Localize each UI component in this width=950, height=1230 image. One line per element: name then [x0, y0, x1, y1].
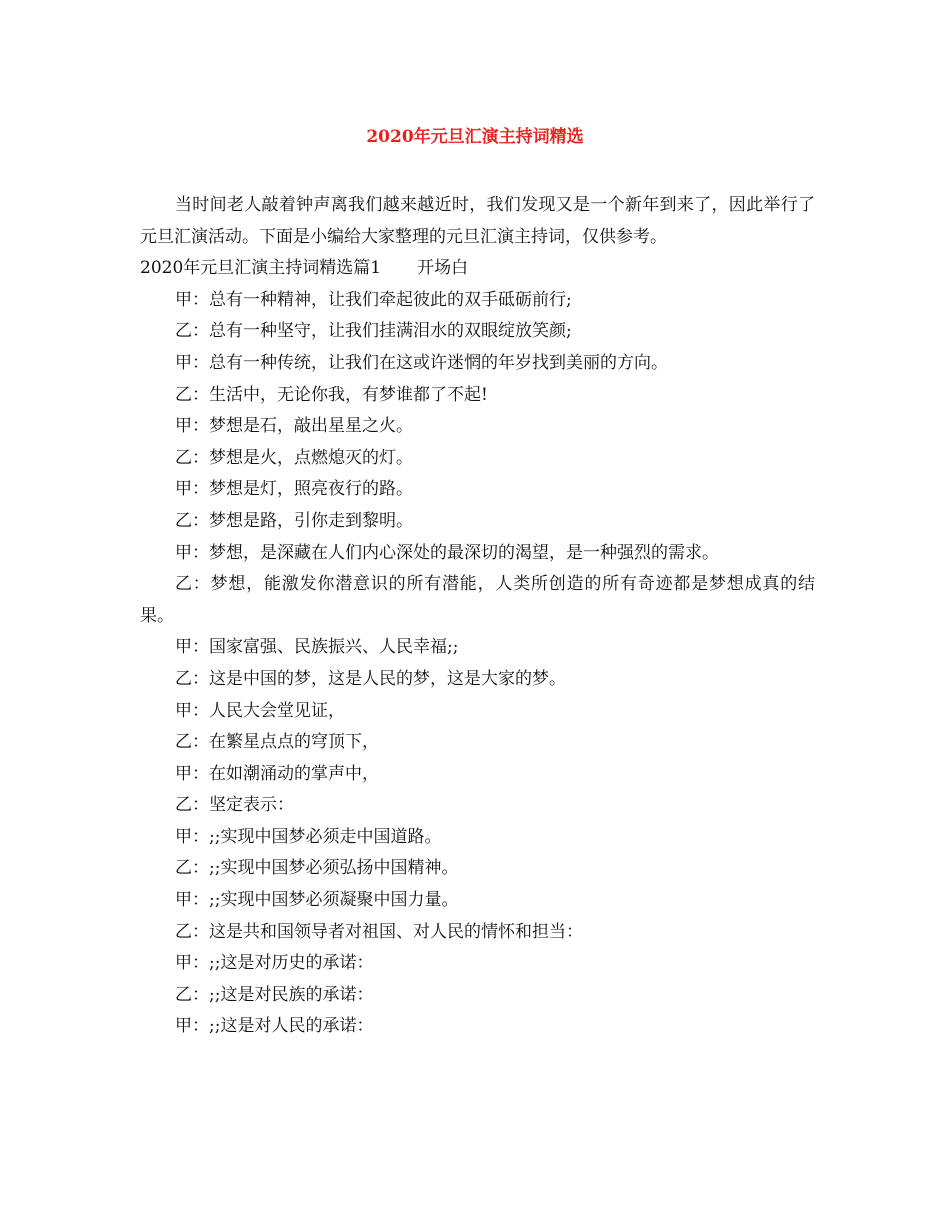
dialogue-line: 乙：总有一种坚守，让我们挂满泪水的双眼绽放笑颜; [175, 321, 572, 342]
intro-paragraph: 当时间老人敲着钟声离我们越来越近时，我们发现又是一个新年到来了，因此举行了元旦汇演活动。下面是小编给大家整理的元旦汇演主持词，仅供参考。 [140, 195, 815, 247]
dialogue-line: 甲：在如潮涌动的掌声中， [175, 763, 379, 784]
dialogue-line: 乙：在繁星点点的穹顶下， [175, 732, 379, 753]
dialogue-line: 甲：人民大会堂见证， [175, 700, 345, 721]
dialogue-line: 乙：梦想是路，引你走到黎明。 [175, 510, 413, 531]
section-heading-line [140, 253, 815, 285]
dialogue-line: 乙：坚定表示： [175, 795, 294, 816]
dialogue-line: 甲：总有一种传统，让我们在这或许迷惘的年岁找到美丽的方向。 [175, 352, 668, 373]
dialogue-line: 乙：这是共和国领导者对祖国、对人民的情怀和担当： [175, 921, 583, 942]
dialogue-line: 乙：;;这是对民族的承诺： [175, 984, 374, 1005]
document-body [140, 190, 815, 1043]
dialogue-line: 甲：;;这是对历史的承诺： [175, 953, 374, 974]
dialogue-lines [140, 285, 815, 1043]
dialogue-line: 甲：总有一种精神，让我们牵起彼此的双手砥砺前行; [175, 289, 572, 310]
dialogue-line: 乙：生活中，无论你我，有梦谁都了不起! [175, 384, 488, 405]
dialogue-line: 甲：梦想是灯，照亮夜行的路。 [175, 479, 413, 500]
dialogue-line: 甲：;;实现中国梦必须走中国道路。 [175, 826, 442, 847]
dialogue-line: 甲：梦想，是深藏在人们内心深处的最深切的渴望，是一种强烈的需求。 [175, 542, 719, 563]
dialogue-line: 乙：梦想是火，点燃熄灭的灯。 [175, 447, 413, 468]
dialogue-line: 甲：梦想是石，敲出星星之火。 [175, 416, 413, 437]
dialogue-line: 甲：国家富强、民族振兴、人民幸福;; [175, 637, 459, 658]
dialogue-line: 甲：;;这是对人民的承诺： [175, 1016, 374, 1037]
dialogue-line: 乙：;;实现中国梦必须弘扬中国精神。 [175, 858, 459, 879]
dialogue-line: 乙：这是中国的梦，这是人民的梦，这是大家的梦。 [175, 668, 566, 689]
document-title: 2020年元旦汇演主持词精选 [366, 127, 584, 147]
section-subheading: 开场白 [417, 258, 469, 279]
section-heading: 2020年元旦汇演主持词精选篇1 [140, 258, 382, 279]
dialogue-line: 乙：梦想，能激发你潜意识的所有潜能，人类所创造的所有奇迹都是梦想成真的结果。 [140, 574, 815, 626]
dialogue-line: 甲：;;实现中国梦必须凝聚中国力量。 [175, 890, 459, 911]
